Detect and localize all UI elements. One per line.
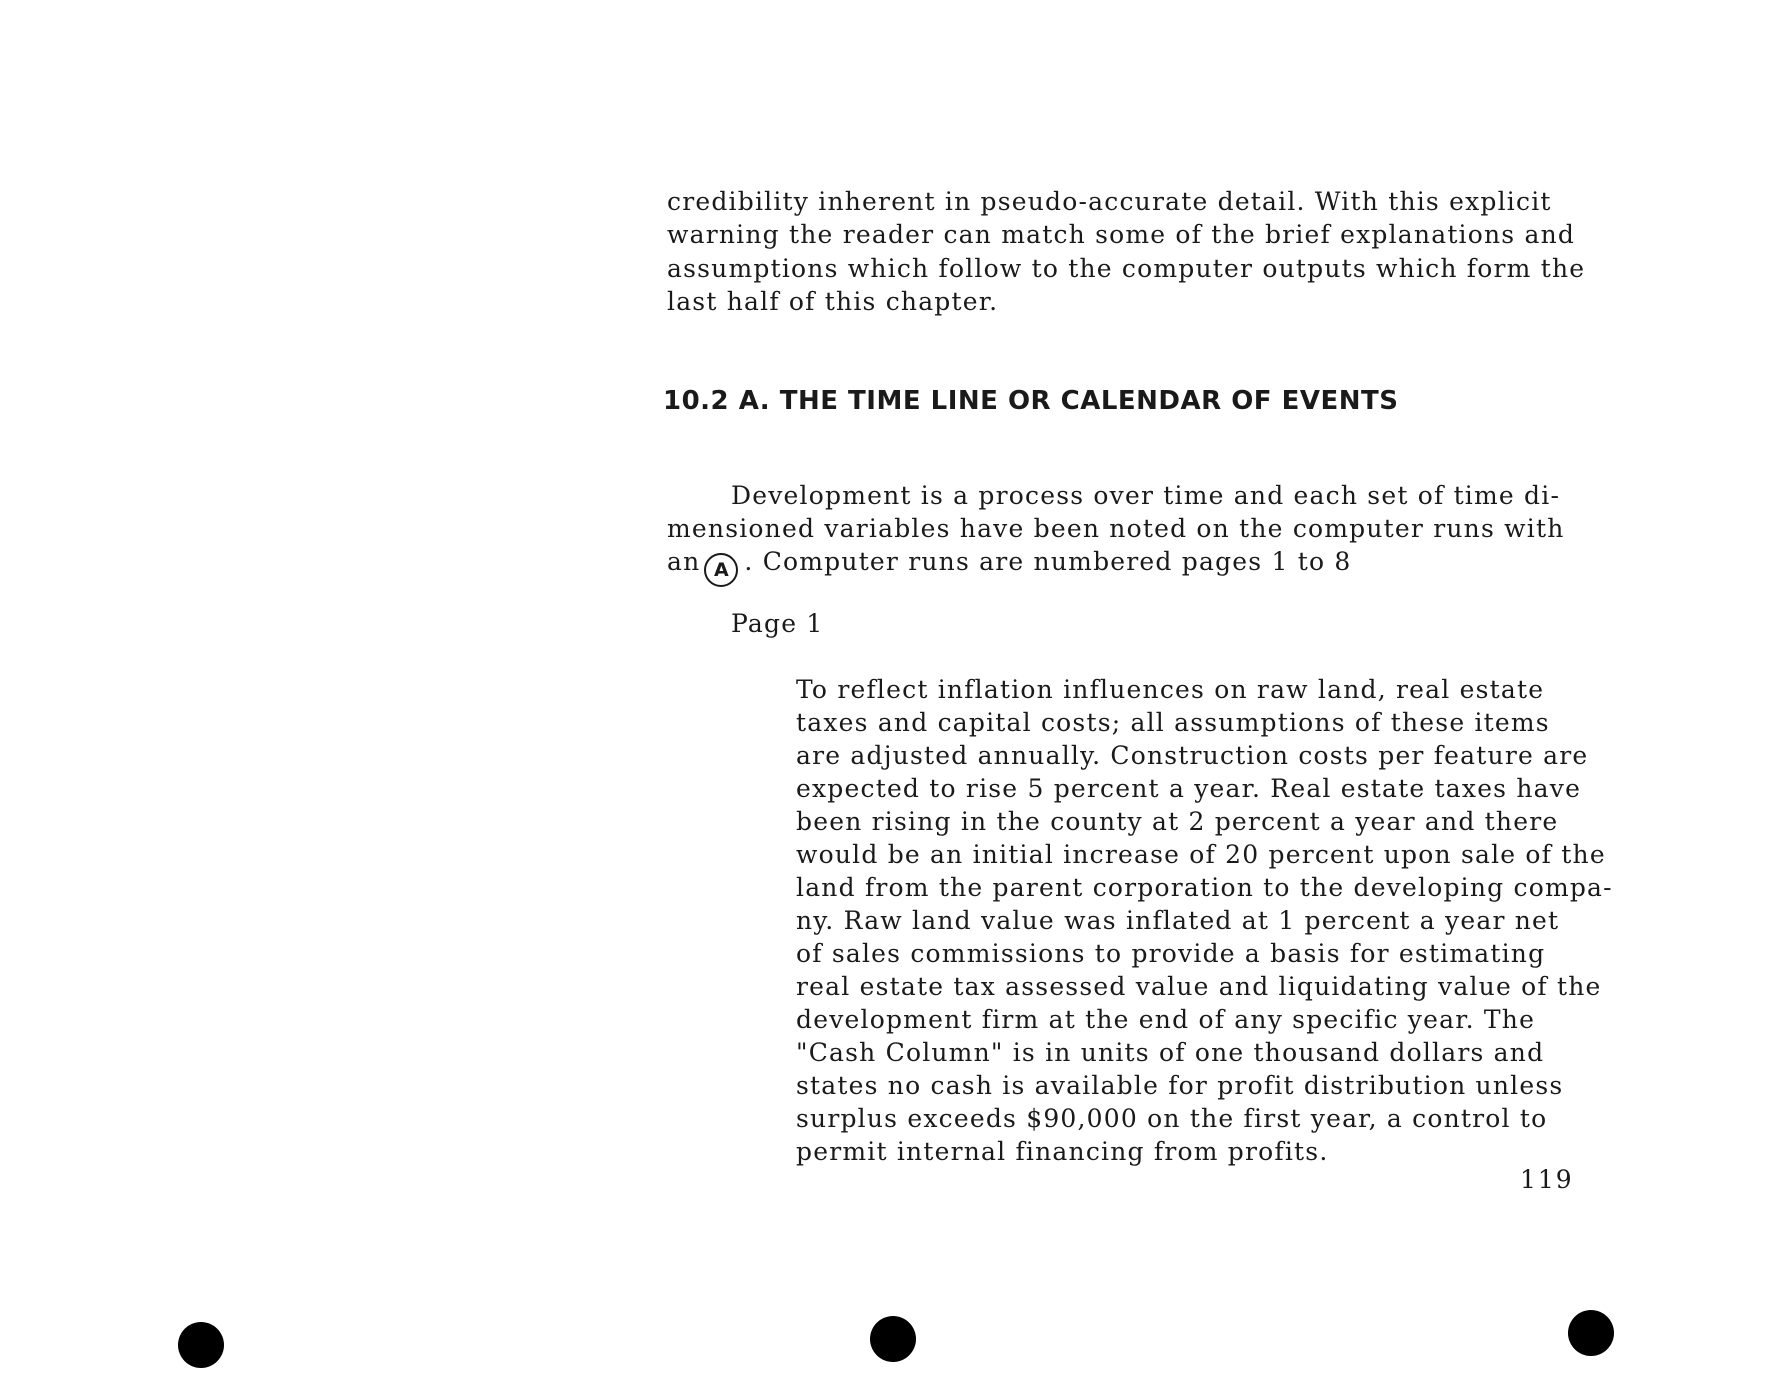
intro-line: assumptions which follow to the computer outputs which form the [667, 254, 1586, 283]
page1-line: To reflect inflation influences on raw land, real estate [796, 675, 1545, 704]
page1-line: would be an initial increase of 20 percent upon sale of the [796, 840, 1606, 869]
page1-line: of sales commissions to provide a basis for estimating [796, 939, 1546, 968]
intro-line: last half of this chapter. [667, 287, 999, 316]
intro-line: credibility inherent in pseudo-accurate detail. With this explicit [667, 187, 1552, 216]
development-line-prefix: an [667, 547, 701, 576]
development-line-suffix: . Computer runs are numbered pages 1 to 8 [744, 547, 1352, 576]
page1-line: taxes and capital costs; all assumptions of these items [796, 708, 1550, 737]
page1-line: permit internal financing from profits. [796, 1137, 1329, 1166]
page1-line: "Cash Column" is in units of one thousand dollars and [796, 1038, 1545, 1067]
page1-line: development firm at the end of any specific year. The [796, 1005, 1536, 1034]
development-line: mensioned variables have been noted on the computer runs with [667, 514, 1565, 543]
intro-line: warning the reader can match some of the brief explanations and [667, 220, 1576, 249]
development-line-with-symbol [667, 546, 1351, 587]
section-heading: 10.2 A. THE TIME LINE OR CALENDAR OF EVENTS [663, 386, 1399, 416]
development-line: Development is a process over time and each set of time di- [731, 481, 1561, 510]
page-number: 119 [1520, 1165, 1574, 1194]
page1-line: are adjusted annually. Construction costs per feature are [796, 741, 1589, 770]
page1-line: surplus exceeds $90,000 on the first year, a control to [796, 1104, 1548, 1133]
page1-line: real estate tax assessed value and liquidating value of the [796, 972, 1602, 1001]
circled-a-symbol: A [704, 553, 738, 587]
page1-line: states no cash is available for profit distribution unless [796, 1071, 1564, 1100]
binder-hole-center [870, 1316, 916, 1362]
page1-line: land from the parent corporation to the developing compa- [796, 873, 1613, 902]
page1-line: ny. Raw land value was inflated at 1 percent a year net [796, 906, 1560, 935]
binder-hole-left [178, 1322, 224, 1368]
page-label: Page 1 [731, 609, 824, 638]
binder-hole-right [1568, 1310, 1614, 1356]
page1-line: expected to rise 5 percent a year. Real estate taxes have [796, 774, 1582, 803]
page1-line: been rising in the county at 2 percent a year and there [796, 807, 1559, 836]
